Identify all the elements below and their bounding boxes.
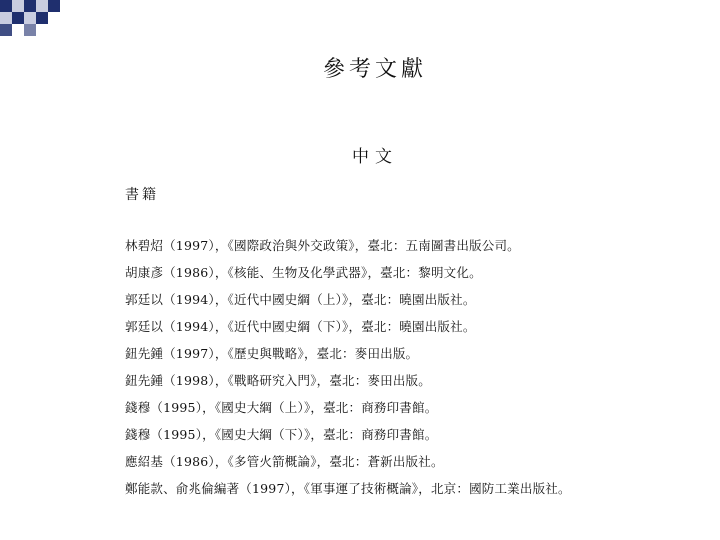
reference-item: 錢穆（1995），《國史大綱（上）》，臺北：商務印書館。 [125,400,438,415]
page-title: 參考文獻 [322,57,427,82]
category-label: 書籍 [125,187,159,203]
reference-item: 郭廷以（1994），《近代中國史綱（下）》，臺北：曉園出版社。 [125,319,476,334]
checkerboard-pattern [0,0,60,36]
reference-list [125,237,685,507]
reference-item: 應紹基（1986），《多管火箭概論》，臺北：蒼新出版社。 [125,454,444,469]
checkerboard-corner-decoration [0,0,60,40]
section-heading: 中文 [352,147,398,167]
reference-item: 胡康彥（1986），《核能、生物及化學武器》，臺北：黎明文化。 [125,265,482,280]
reference-item: 鈕先鍾（1997），《歷史與戰略》，臺北：麥田出版。 [125,346,419,361]
reference-item: 林碧炤（1997），《國際政治與外交政策》，臺北：五南圖書出版公司。 [125,238,520,253]
reference-item: 鈕先鍾（1998），《戰略研究入門》，臺北：麥田出版。 [125,373,431,388]
reference-item: 郭廷以（1994），《近代中國史綱（上）》，臺北：曉園出版社。 [125,292,476,307]
reference-item: 錢穆（1995），《國史大綱（下）》，臺北：商務印書館。 [125,427,438,442]
reference-item: 鄭能款、俞兆倫編著（1997），《軍事運了技術概論》，北京：國防工業出版社。 [125,481,571,496]
